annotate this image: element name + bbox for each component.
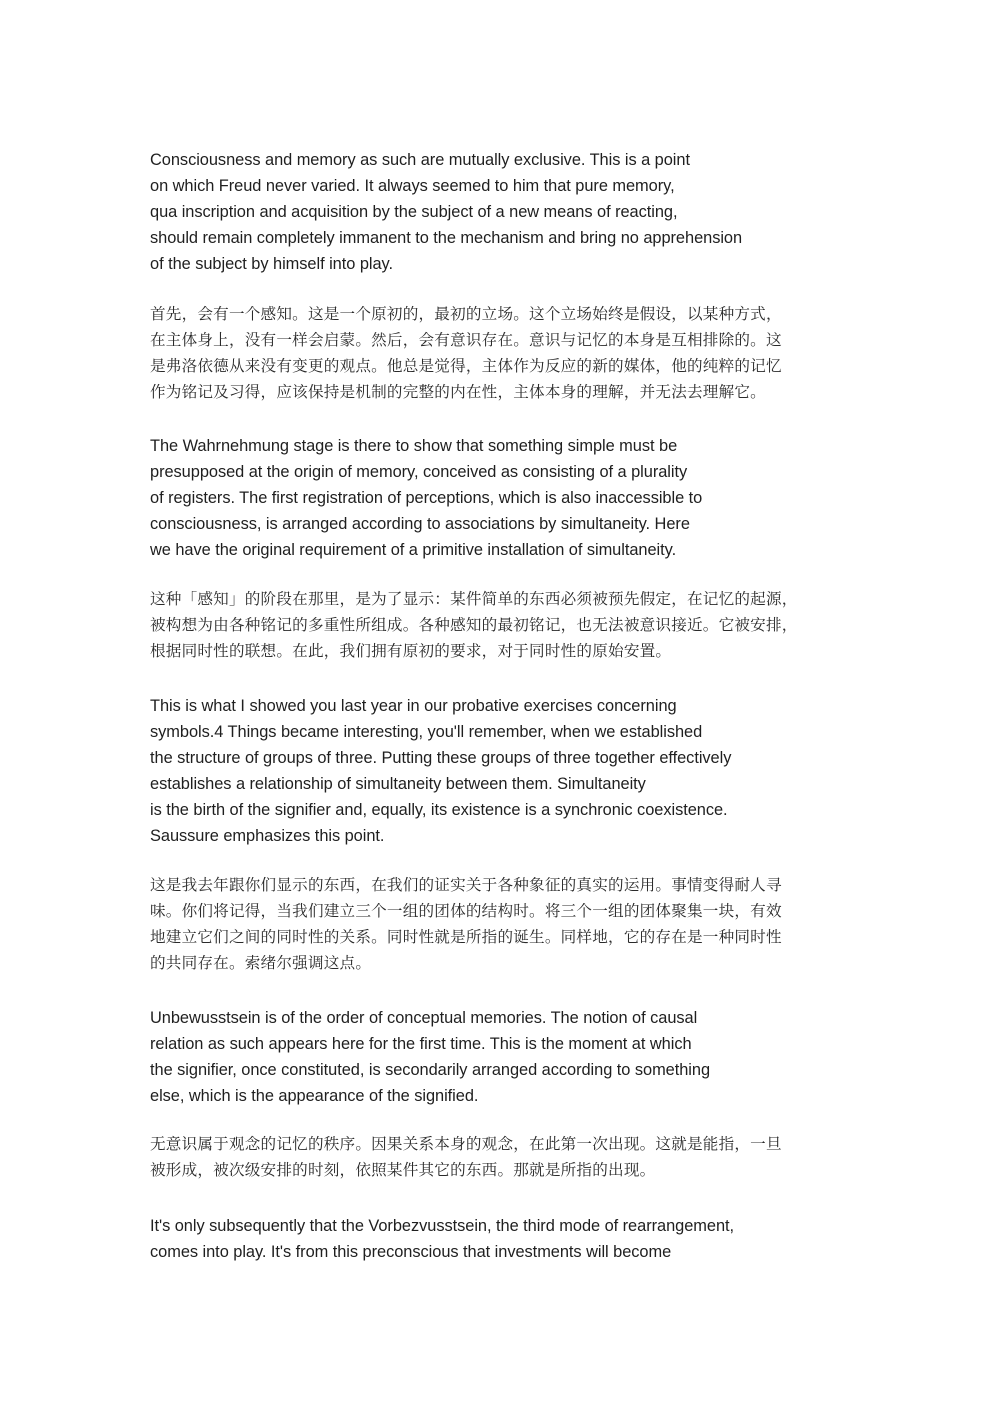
- text-line: 首先，会有一个感知。这是一个原初的，最初的立场。这个立场始终是假设，以某种方式，: [150, 305, 782, 323]
- text-line: qua inscription and acquisition by the subject of a new means of reacting,: [150, 203, 678, 221]
- paragraph-en-3: [150, 693, 731, 849]
- text-line: relation as such appears here for the first time. This is the moment at which: [150, 1035, 692, 1053]
- text-line: of the subject by himself into play.: [150, 255, 393, 273]
- text-line: else, which is the appearance of the signified.: [150, 1087, 479, 1105]
- text-line: the structure of groups of three. Putting these groups of three together effectively: [150, 749, 732, 767]
- text-line: 无意识属于观念的记忆的秩序。因果关系本身的观念，在此第一次出现。这就是能指，一旦: [150, 1135, 782, 1153]
- paragraph-zh-1: [150, 301, 782, 405]
- text-line: 被构想为由各种铭记的多重性所组成。各种感知的最初铭记，也无法被意识接近。它被安排，: [150, 616, 798, 634]
- paragraph-zh-3: [150, 872, 782, 976]
- text-line: 的共同存在。索绪尔强调这点。: [150, 954, 372, 972]
- text-line: we have the original requirement of a primitive installation of simultaneity.: [150, 541, 677, 559]
- paragraph-en-1: [150, 147, 742, 277]
- paragraph-en-4: [150, 1005, 710, 1109]
- text-line: should remain completely immanent to the mechanism and bring no apprehension: [150, 229, 743, 247]
- text-line: This is what I showed you last year in our probative exercises concerning: [150, 697, 677, 715]
- paragraph-zh-4: [150, 1131, 782, 1183]
- text-line: of registers. The first registration of perceptions, which is also inaccessible to: [150, 489, 703, 507]
- text-line: presupposed at the origin of memory, conceived as consisting of a plurality: [150, 463, 688, 481]
- text-line: 这种「感知」的阶段在那里，是为了显示：某件简单的东西必须被预先假定，在记忆的起源，: [150, 590, 798, 608]
- text-line: 味。你们将记得，当我们建立三个一组的团体的结构时。将三个一组的团体聚集一块，有效: [150, 902, 782, 920]
- text-line: the signifier, once constituted, is secondarily arranged according to something: [150, 1061, 711, 1079]
- text-line: consciousness, is arranged according to associations by simultaneity. Here: [150, 515, 690, 533]
- paragraph-en-2: [150, 433, 702, 563]
- paragraph-en-5: [150, 1213, 734, 1265]
- text-line: 地建立它们之间的同时性的关系。同时性就是所指的诞生。同样地，它的存在是一种同时性: [150, 928, 782, 946]
- paragraph-zh-2: [150, 586, 798, 664]
- text-line: 被形成，被次级安排的时刻，依照某件其它的东西。那就是所指的出现。: [150, 1161, 656, 1179]
- text-line: is the birth of the signifier and, equally, its existence is a synchronic coexistence.: [150, 801, 728, 819]
- text-line: 根据同时性的联想。在此，我们拥有原初的要求，对于同时性的原始安置。: [150, 642, 672, 660]
- text-line: 作为铭记及习得，应该保持是机制的完整的内在性，主体本身的理解，并无法去理解它。: [150, 383, 766, 401]
- text-line: 这是我去年跟你们显示的东西，在我们的证实关于各种象征的真实的运用。事情变得耐人寻: [150, 876, 782, 894]
- text-line: Saussure emphasizes this point.: [150, 827, 385, 845]
- text-line: symbols.4 Things became interesting, you'll remember, when we established: [150, 723, 703, 741]
- text-line: 是弗洛依德从来没有变更的观点。他总是觉得，主体作为反应的新的媒体，他的纯粹的记忆: [150, 357, 782, 375]
- text-line: establishes a relationship of simultaneity between them. Simultaneity: [150, 775, 646, 793]
- text-line: 在主体身上，没有一样会启蒙。然后，会有意识存在。意识与记忆的本身是互相排除的。这: [150, 331, 782, 349]
- text-line: It's only subsequently that the Vorbezvusstsein, the third mode of rearrangement,: [150, 1217, 735, 1235]
- text-line: Unbewusstsein is of the order of conceptual memories. The notion of causal: [150, 1009, 698, 1027]
- text-line: on which Freud never varied. It always seemed to him that pure memory,: [150, 177, 675, 195]
- text-line: comes into play. It's from this preconscious that investments will become: [150, 1243, 672, 1261]
- text-line: Consciousness and memory as such are mutually exclusive. This is a point: [150, 151, 690, 169]
- text-line: The Wahrnehmung stage is there to show that something simple must be: [150, 437, 678, 455]
